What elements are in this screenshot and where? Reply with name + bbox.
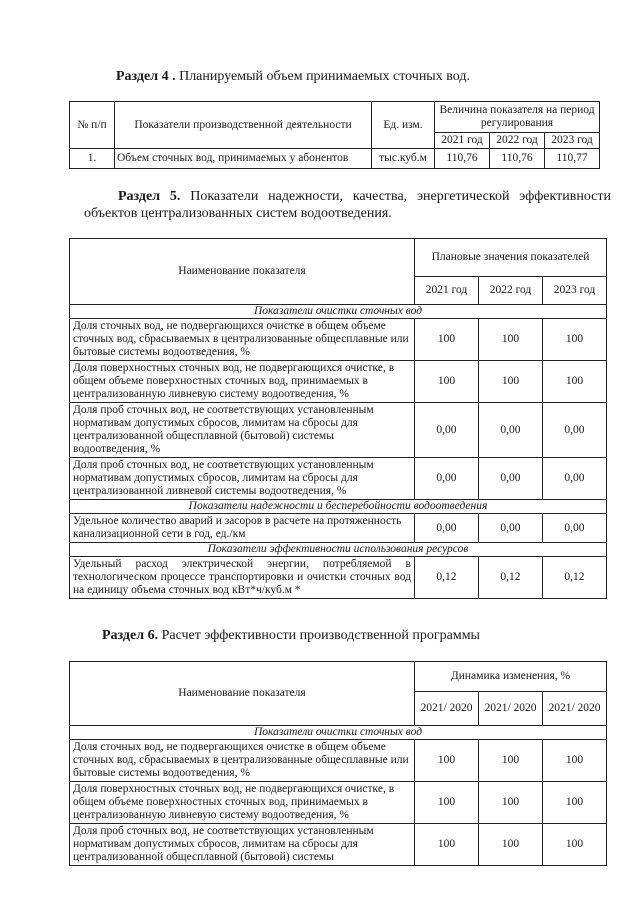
- table-row: [70, 149, 600, 169]
- header-year: 2022 год: [478, 277, 542, 305]
- table-header-row: [70, 662, 607, 692]
- table-row: [70, 458, 607, 500]
- row-name: Доля сточных вод, не подвергающихся очистке в общем объеме сточных вод, сбрасываемых в централизованные общесплавные или бытовые системы водоотведения, %: [70, 319, 415, 361]
- group-title: Показатели эффективности использования ресурсов: [70, 543, 607, 557]
- section6-title: [102, 627, 480, 644]
- section5-title: [84, 188, 611, 222]
- row-name: Доля поверхностных сточных вод, не подвергающихся очистке, в общем объеме поверхностных сточных вод, принимаемых в централизованную ливневую систему водоотведения, %: [70, 782, 415, 824]
- row-value: 0,00: [415, 403, 479, 458]
- group-title: Показатели надежности и бесперебойности водоотведения: [70, 500, 607, 514]
- row-value: 100: [479, 740, 543, 782]
- row-name: Доля проб сточных вод, не соответствующих установленным нормативам допустимых сбросов, лимитам на сбросы для централизованной ливневой системы водоотведения, %: [70, 458, 415, 500]
- row-value: 0,00: [542, 403, 606, 458]
- row-name: Удельный расход электрической энергии, потребляемой в технологическом процессе транспортировки и очистки сточных вод на единицу объема сточных вод кВт*ч/куб.м *: [70, 557, 415, 599]
- header-name: Наименование показателя: [70, 239, 415, 305]
- row-value: 0,00: [542, 458, 606, 500]
- section4-title: [116, 68, 470, 85]
- header-year: 2023 год: [542, 277, 606, 305]
- header-unit: Ед. изм.: [372, 102, 435, 149]
- row-value: 100: [415, 782, 479, 824]
- header-period: Величина показателя на период регулирования: [435, 102, 600, 133]
- section6-label: Раздел 6.: [102, 628, 159, 643]
- header-dynamic: Динамика изменения, %: [415, 662, 607, 692]
- row-value: 100: [415, 361, 479, 403]
- header-year: 2023 год: [545, 133, 600, 149]
- row-value: 100: [478, 361, 542, 403]
- row-value: 0,00: [415, 458, 479, 500]
- row-value: 0,00: [478, 514, 542, 543]
- header-year: 2021/ 2020: [479, 692, 543, 726]
- row-value: 100: [542, 319, 606, 361]
- row-value: 100: [415, 824, 479, 866]
- row-value: 110,76: [490, 149, 545, 169]
- header-year: 2021 год: [435, 133, 490, 149]
- header-year: 2021 год: [415, 277, 479, 305]
- table-row: [70, 782, 607, 824]
- group-row: [70, 543, 607, 557]
- row-value: 100: [479, 824, 543, 866]
- table-row: [70, 403, 607, 458]
- row-name: Доля поверхностных сточных вод, не подвергающихся очистке, в общем объеме поверхностных сточных вод, принимаемых в централизованную ливневую систему водоотведения, %: [70, 361, 415, 403]
- row-name: Доля сточных вод, не подвергающихся очистке в общем объеме сточных вод, сбрасываемых в централизованные общесплавные или бытовые системы водоотведения, %: [70, 740, 415, 782]
- row-value: 110,77: [545, 149, 600, 169]
- row-unit: тыс.куб.м: [372, 149, 435, 169]
- row-value: 0,12: [478, 557, 542, 599]
- header-year: 2021/ 2020: [415, 692, 479, 726]
- row-value: 100: [415, 319, 479, 361]
- row-value: 100: [543, 740, 607, 782]
- row-value: 0,00: [478, 458, 542, 500]
- table-header-row: [70, 102, 600, 133]
- row-value: 100: [543, 824, 607, 866]
- section5-title-text: Показатели надежности, качества, энергетической эффективности объектов централизованных систем водоотведения.: [84, 189, 612, 221]
- row-value: 100: [478, 319, 542, 361]
- group-title: Показатели очистки сточных вод: [70, 726, 607, 740]
- row-name: Доля проб сточных вод, не соответствующих установленным нормативам допустимых сбросов, лимитам на сбросы для централизованной общесплавной (бытовой) системы водоотведения, %: [70, 403, 415, 458]
- row-value: 0,00: [478, 403, 542, 458]
- row-value: 0,12: [415, 557, 479, 599]
- table-row: [70, 824, 607, 866]
- row-value: 0,00: [415, 514, 479, 543]
- row-value: 110,76: [435, 149, 490, 169]
- row-value: 100: [415, 740, 479, 782]
- row-value: 100: [479, 782, 543, 824]
- header-indicator: Показатели производственной деятельности: [115, 102, 372, 149]
- group-row: [70, 726, 607, 740]
- table-row: [70, 361, 607, 403]
- group-row: [70, 500, 607, 514]
- section4-title-text: Планируемый объем принимаемых сточных вод.: [175, 69, 470, 84]
- section5-table: [69, 238, 607, 599]
- group-title: Показатели очистки сточных вод: [70, 305, 607, 319]
- section4-table: [69, 101, 600, 169]
- header-year: 2022 год: [490, 133, 545, 149]
- section6-table: [69, 661, 607, 866]
- row-value: 100: [542, 361, 606, 403]
- row-num: 1.: [70, 149, 115, 169]
- header-year: 2021/ 2020: [543, 692, 607, 726]
- group-row: [70, 305, 607, 319]
- header-plan: Плановые значения показателей: [415, 239, 607, 277]
- section5-label: Раздел 5.: [118, 189, 181, 204]
- table-row: [70, 557, 607, 599]
- row-name: Удельное количество аварий и засоров в расчете на протяженность канализационной сети в год, ед./км: [70, 514, 415, 543]
- row-value: 0,00: [542, 514, 606, 543]
- table-row: [70, 740, 607, 782]
- table-header-row: [70, 239, 607, 277]
- section6-title-text: Расчет эффективности производственной программы: [158, 628, 480, 643]
- row-value: 100: [543, 782, 607, 824]
- header-num: № п/п: [70, 102, 115, 149]
- table-row: [70, 319, 607, 361]
- table-row: [70, 514, 607, 543]
- section4-label: Раздел 4 .: [116, 69, 176, 84]
- row-name: Доля проб сточных вод, не соответствующих установленным нормативам допустимых сбросов, лимитам на сбросы для централизованной общесплавной (бытовой) системы: [70, 824, 415, 866]
- row-name: Объем сточных вод, принимаемых у абонентов: [115, 149, 372, 169]
- row-value: 0,12: [542, 557, 606, 599]
- header-name: Наименование показателя: [70, 662, 415, 726]
